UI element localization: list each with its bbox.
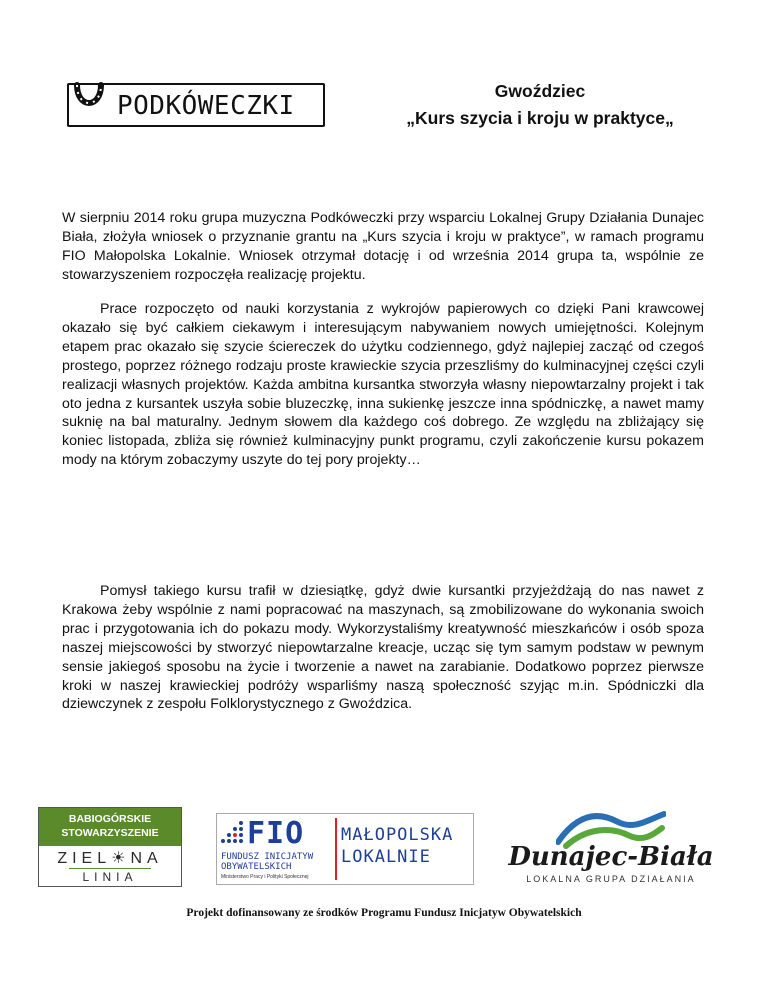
paragraph-progress: Prace rozpoczęto od nauki korzystania z wykrojów papierowych co dzięki Pani krawcowej okazało się być całkiem ciekawym i interesującym nabywaniem nowych umiejętności. Kolejnym etapem prac okazało się szycie ściereczek do użytku codziennego, gdyż najlepiej zacząć od czegoś prostego, poprzez różnego rodzaju proste krawieckie szycia przeszliśmy do kulminacyjnej części czyli realizacji własnych projektów. Każda ambitna kursantka stworzyła własny niepowtarzalny projekt i tak oto jedna z kursantek uszyła sobie bluzeczkę, inna sukienkę jeszcze inna spódniczkę, a nawet mamy suknię na bal maturalny. Jednym słowem dla każdego coś dobrego. Ze względu na zbliżający się koniec listopada, zbliża się również kulminacyjny punkt programu, czyli zakończenie kursu pokazem mody na którym zobaczymy uszyte do tej pory projekty…: [62, 301, 704, 469]
title-course: „Kurs szycia i kroju w praktyce„: [406, 108, 674, 128]
logo-text: PODKÓWECZKI: [117, 91, 295, 121]
fio-divider: [335, 818, 337, 880]
document-title: [360, 78, 720, 132]
mal-line1: MAŁOPOLSKA: [341, 825, 454, 845]
horseshoe-icon: [72, 79, 106, 119]
footer-funding-note: Projekt dofinansowany ze środków Programu Fundusz Inicjatyw Obywatelskich: [186, 907, 582, 919]
paragraph-summary: Pomysł takiego kursu trafił w dziesiątkę, gdyż dwie kursantki przyjeżdżają do nas nawet z Krakowa żeby wspólnie z nami popracować na maszynach, są zmobilizowane do wykonania swoich prac i przygotowania ich do pokazu mody. Wykorzystaliśmy kreatywność mieszkańców i osób spoza naszej miejscowości by stworzyć niepowtarzalne kreacje, ucząc się tym samym podstaw w pewnym sensie jakiegoś sposobu na życie i tworzenie a nawet na zarabianie. Dodatkowo poprzez pierwsze kroki w naszej krawieckiej podróży wsparliśmy naszą społeczność szyjąc m.in. Spódniczki dla dziewczynek z zespołu Folklorystycznego z Gwoździca.: [62, 583, 704, 713]
dunajec-biala-logo: [500, 806, 722, 886]
dunajec-name: Dunajec-Biała: [508, 842, 714, 872]
title-location: Gwoździec: [494, 81, 586, 101]
dunajec-subtitle: LOKALNA GRUPA DZIAŁANIA: [526, 874, 696, 884]
malopolska-lokalnie: [341, 824, 453, 868]
babio-linia: LINIA: [69, 868, 151, 885]
babio-zielona: ZIEL☀NA: [57, 850, 163, 867]
podkoweczki-logo: [67, 83, 325, 127]
fio-dots-icon: [221, 820, 247, 844]
fio-malopolska-logo: [216, 813, 474, 885]
fio-word: FIO: [247, 816, 305, 851]
fio-fundusz: FUNDUSZ INICJATYW OBYWATELSKICH: [221, 852, 314, 872]
paragraph-intro: W sierpniu 2014 roku grupa muzyczna Podkóweczki przy wsparciu Lokalnej Grupy Działania Dunajec Biała, złożyła wniosek o przyznanie grantu na „Kurs szycia i kroju w praktyce”, w ramach programu FIO Małopolska Lokalnie. Wniosek otrzymał dotację i od września 2014 grupa ta, wspólnie ze stowarzyszeniem rozpoczęła realizację projektu.: [62, 210, 704, 283]
babiogorskie-logo: [38, 807, 182, 887]
fio-ministry: Ministerstwo Pracy i Polityki Społecznej: [221, 874, 309, 880]
mal-line2: LOKALNIE: [341, 847, 431, 867]
babio-title: BABIOGÓRSKIE STOWARZYSZENIE: [39, 808, 181, 846]
